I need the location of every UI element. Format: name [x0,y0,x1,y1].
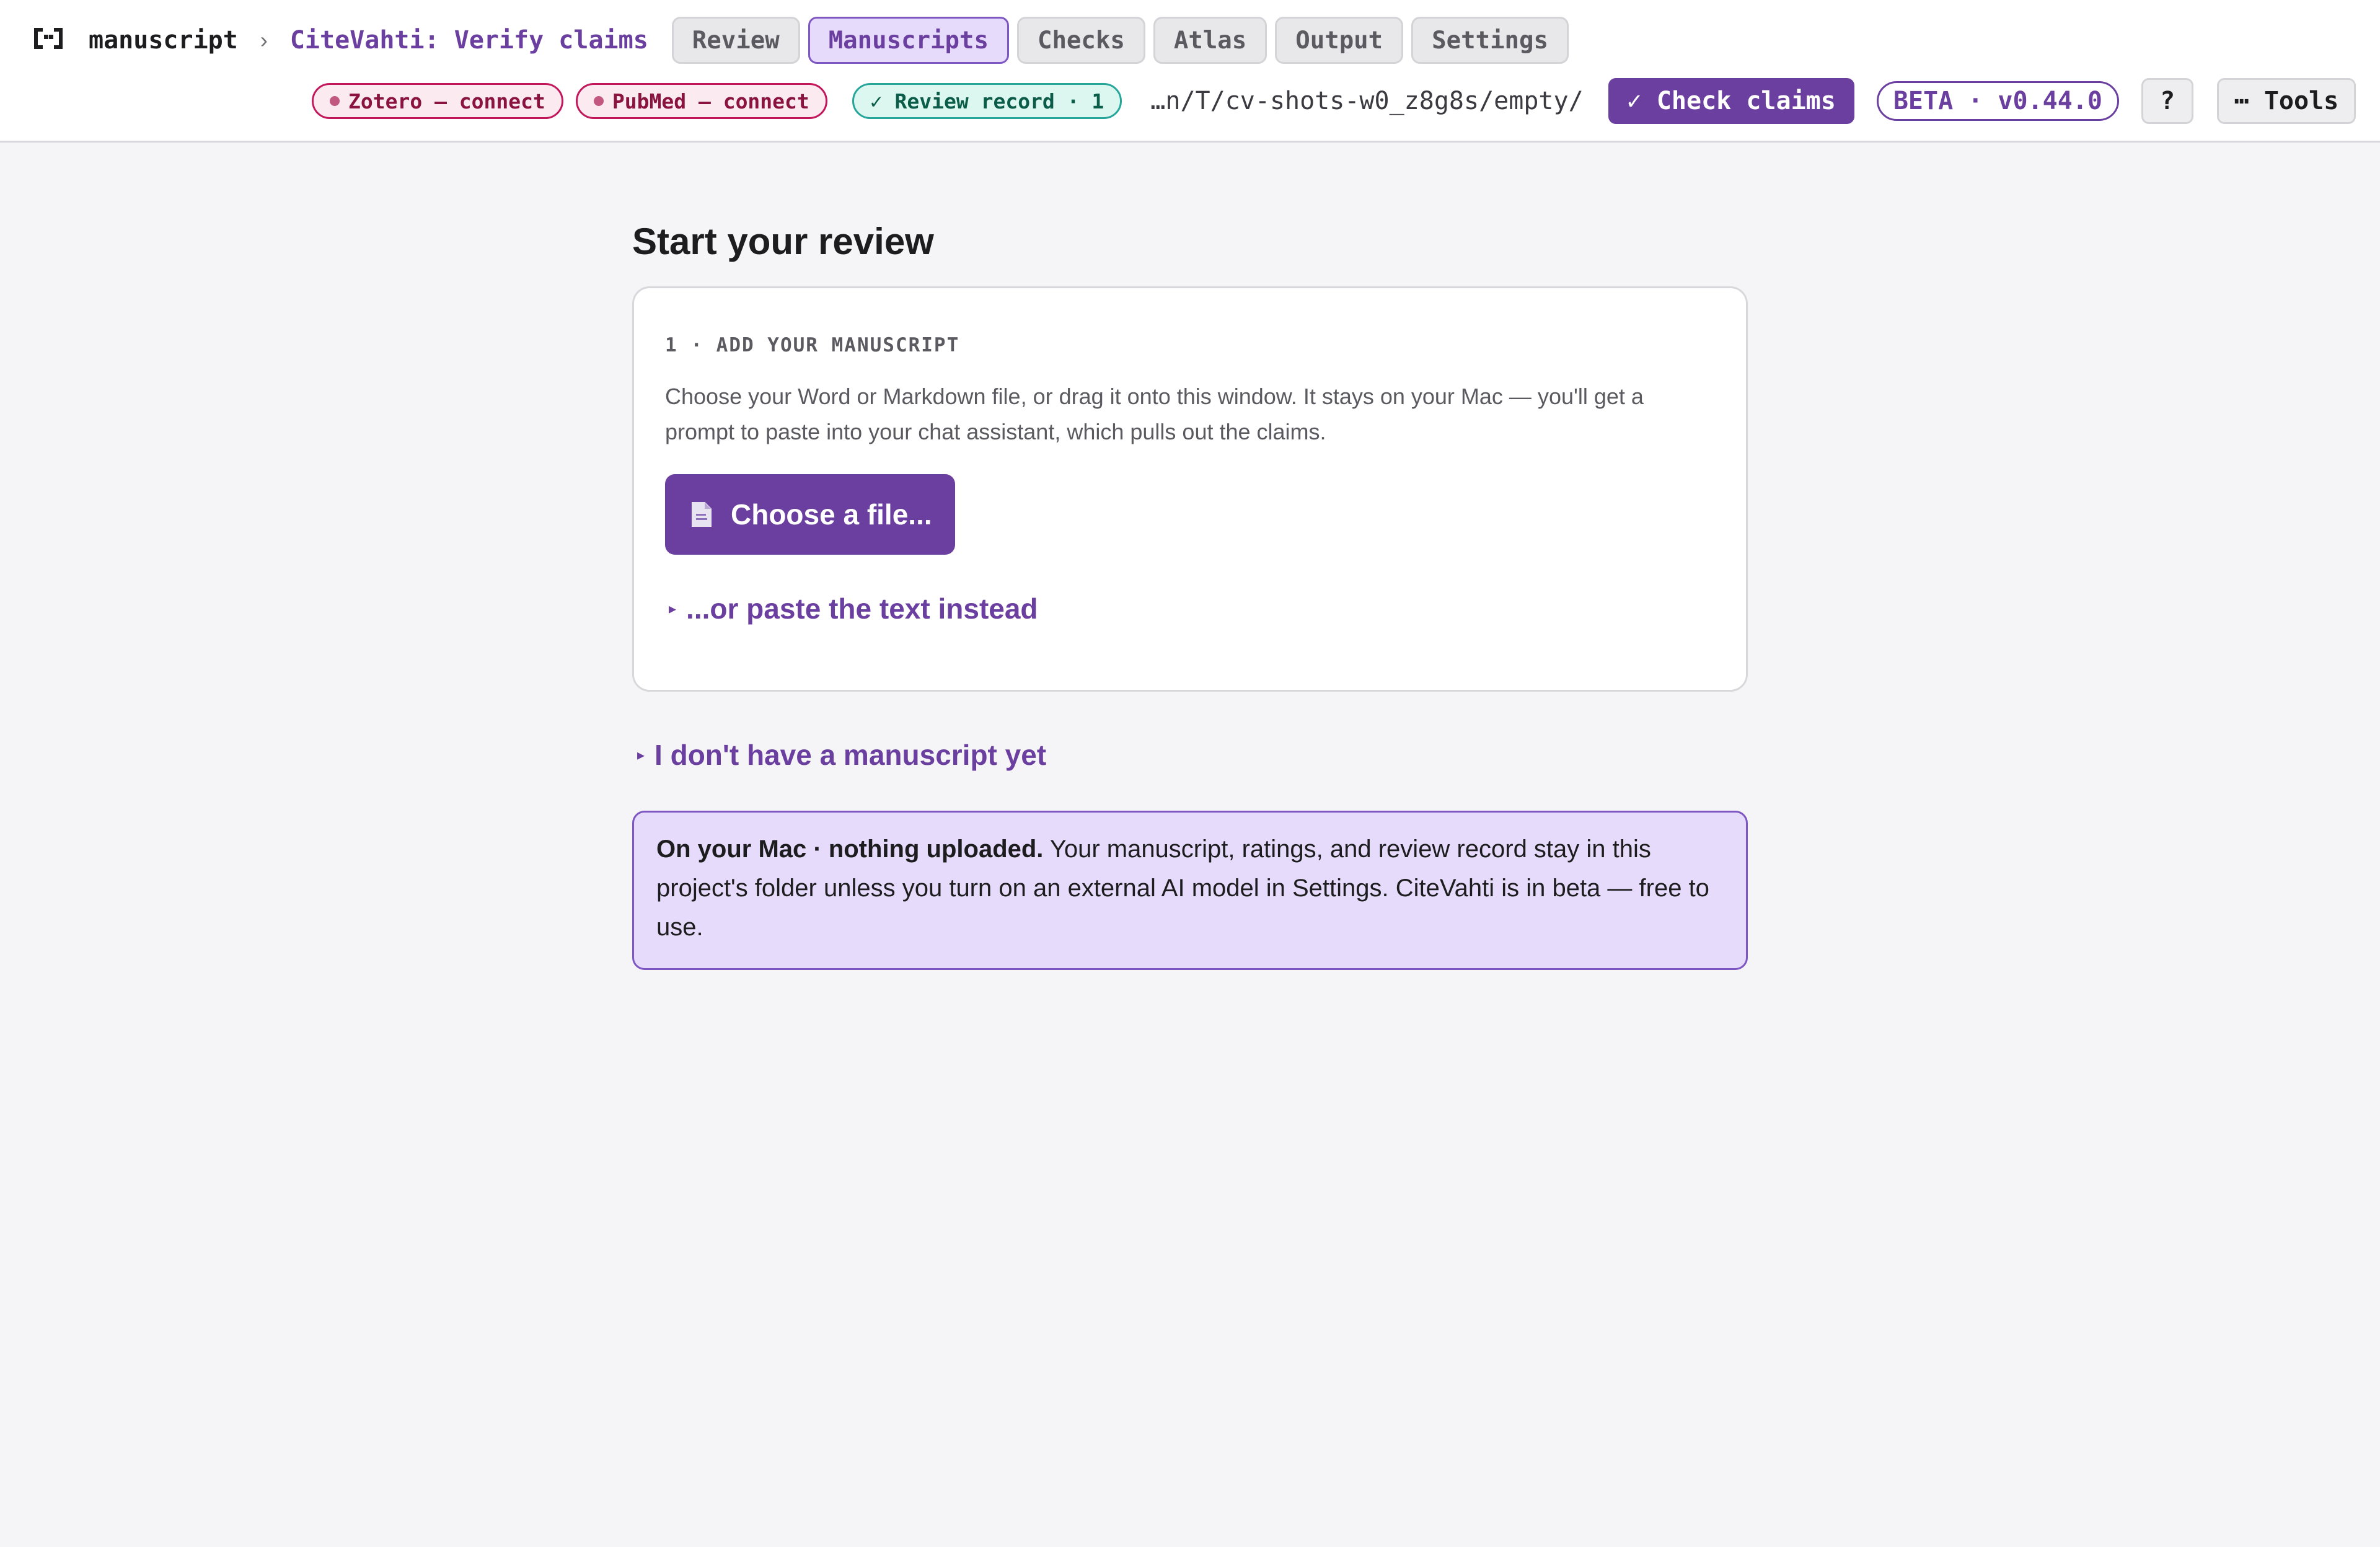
zotero-connect-label: Zotero — connect [348,89,545,113]
status-dot-icon [330,96,340,106]
page-title: CiteVahti: Verify claims [289,26,648,55]
paste-text-label: ...or paste the text instead [686,593,1038,625]
no-manuscript-label: I don't have a manuscript yet [654,739,1047,771]
review-record-pill[interactable] [852,83,1122,119]
choose-file-button[interactable] [665,474,955,555]
tab-settings[interactable]: Settings [1411,17,1569,64]
app-name: manuscript [89,26,238,55]
disclosure-triangle-icon: ▸ [669,600,677,617]
tab-output[interactable]: Output [1275,17,1403,64]
add-manuscript-card [632,286,1748,692]
document-icon [691,501,712,527]
tools-button[interactable]: ⋯ Tools [2217,78,2356,124]
step-label: 1 · ADD YOUR MANUSCRIPT [665,334,960,356]
version-badge: BETA · v0.44.0 [1877,81,2119,121]
no-manuscript-toggle[interactable] [637,736,1748,774]
check-claims-button[interactable]: ✓ Check claims [1608,78,1854,124]
privacy-notice-title: On your Mac · nothing uploaded. [656,835,1044,863]
top-bar [0,0,2380,143]
pubmed-connect-pill[interactable] [576,83,827,119]
paste-text-toggle[interactable] [669,592,1038,625]
tab-checks[interactable]: Checks [1017,17,1145,64]
choose-file-label: Choose a file... [731,498,932,531]
tab-atlas[interactable]: Atlas [1153,17,1267,64]
review-record-label: ✓ Review record · 1 [870,89,1104,113]
main-content [632,211,1748,970]
privacy-notice [632,811,1748,970]
title-row [34,17,1577,64]
disclosure-triangle-icon: ▸ [637,746,645,764]
pubmed-connect-label: PubMed — connect [612,89,809,113]
project-path: …n/T/cv-shots-w0_z8g8s/empty/ [1150,87,1584,115]
help-button[interactable]: ? [2141,78,2193,124]
chevron-right-icon: › [260,27,268,53]
zotero-connect-pill[interactable] [312,83,563,119]
step-description: Choose your Word or Markdown file, or drag it onto this window. It stays on your Mac — you'll get a prompt to paste into your chat assistant, which pulls out the claims. [665,384,1644,444]
app-logo-icon [34,28,63,53]
privacy-notice-text: Your manuscript, ratings, and review record stay in this project's folder unless you turn on an external AI model in Settings. CiteVahti is in beta — free to use. [656,835,1709,941]
status-row [312,79,2356,123]
status-dot-icon [594,96,604,106]
tab-review[interactable]: Review [672,17,800,64]
tab-manuscripts[interactable]: Manuscripts [808,17,1009,64]
page-heading: Start your review [632,221,934,262]
